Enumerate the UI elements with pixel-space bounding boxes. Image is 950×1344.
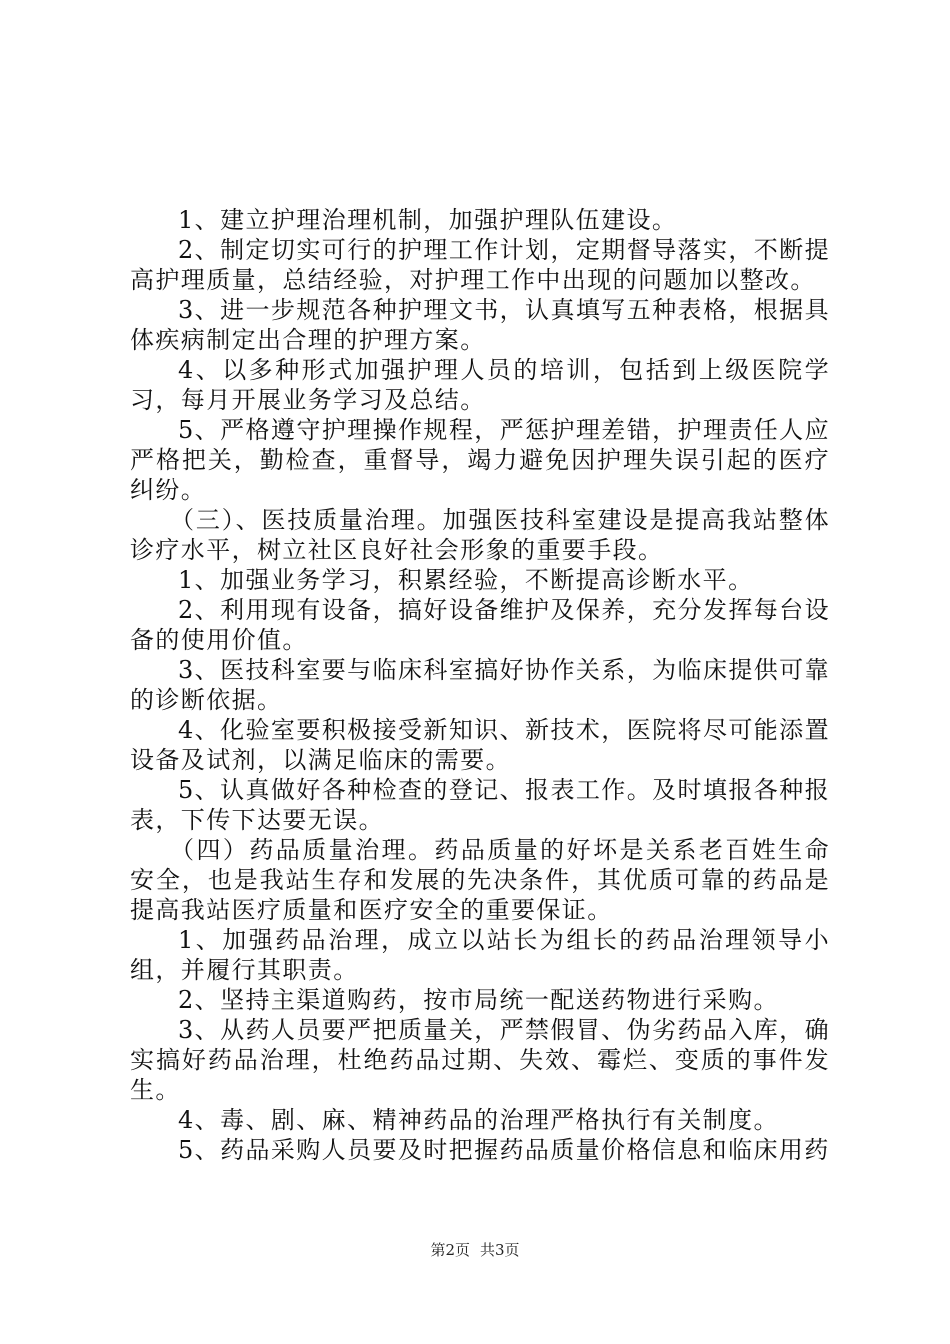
paragraph-nursing-3: 3、进一步规范各种护理文书，认真填写五种表格，根据具体疾病制定出合理的护理方案。: [130, 296, 830, 354]
paragraph-nursing-2: 2、制定切实可行的护理工作计划，定期督导落实，不断提高护理质量，总结经验，对护理工作中出现的问题加以整改。: [130, 236, 830, 294]
paragraph-nursing-1: 1、建立护理治理机制，加强护理队伍建设。: [178, 206, 678, 234]
paragraph-nursing-4: 4、以多种形式加强护理人员的培训，包括到上级医院学习，每月开展业务学习及总结。: [130, 356, 830, 414]
page-number: 第2页: [430, 1241, 470, 1259]
page-footer: [0, 1240, 950, 1260]
paragraph-drug-3: 3、从药人员要严把质量关，严禁假冒、伪劣药品入库，确实搞好药品治理，杜绝药品过期、失效、霉烂、变质的事件发生。: [130, 1016, 830, 1104]
paragraph-drug-1: 1、加强药品治理，成立以站长为组长的药品治理领导小组，并履行其职责。: [130, 926, 830, 984]
paragraph-medtech-1: 1、加强业务学习，积累经验，不断提高诊断水平。: [178, 566, 754, 594]
paragraph-medtech-3: 3、医技科室要与临床科室搞好协作关系，为临床提供可靠的诊断依据。: [130, 656, 830, 714]
paragraph-medtech-5: 5、认真做好各种检查的登记、报表工作。及时填报各种报表，下传下达要无误。: [130, 776, 830, 834]
section-heading-medical-tech: （三）、医技质量治理。加强医技科室建设是提高我站整体诊疗水平，树立社区良好社会形象的重要手段。: [130, 506, 830, 564]
paragraph-nursing-5: 5、严格遵守护理操作规程，严惩护理差错，护理责任人应严格把关，勤检查，重督导，竭力避免因护理失误引起的医疗纠纷。: [130, 416, 830, 504]
paragraph-medtech-2: 2、利用现有设备，搞好设备维护及保养，充分发挥每台设备的使用价值。: [130, 596, 830, 654]
paragraph-medtech-4: 4、化验室要积极接受新知识、新技术，医院将尽可能添置设备及试剂，以满足临床的需要。: [130, 716, 830, 774]
section-heading-drug-quality: （四）药品质量治理。药品质量的好坏是关系老百姓生命安全，也是我站生存和发展的先决条件，其优质可靠的药品是提高我站医疗质量和医疗安全的重要保证。: [130, 836, 830, 924]
paragraph-drug-4: 4、毒、剧、麻、精神药品的治理严格执行有关制度。: [178, 1106, 779, 1134]
paragraph-drug-5: 5、药品采购人员要及时把握药品质量价格信息和临床用药: [178, 1136, 830, 1164]
document-body: [130, 205, 830, 1165]
page-total: 共3页: [480, 1241, 520, 1259]
paragraph-drug-2: 2、坚持主渠道购药，按市局统一配送药物进行采购。: [178, 986, 779, 1014]
